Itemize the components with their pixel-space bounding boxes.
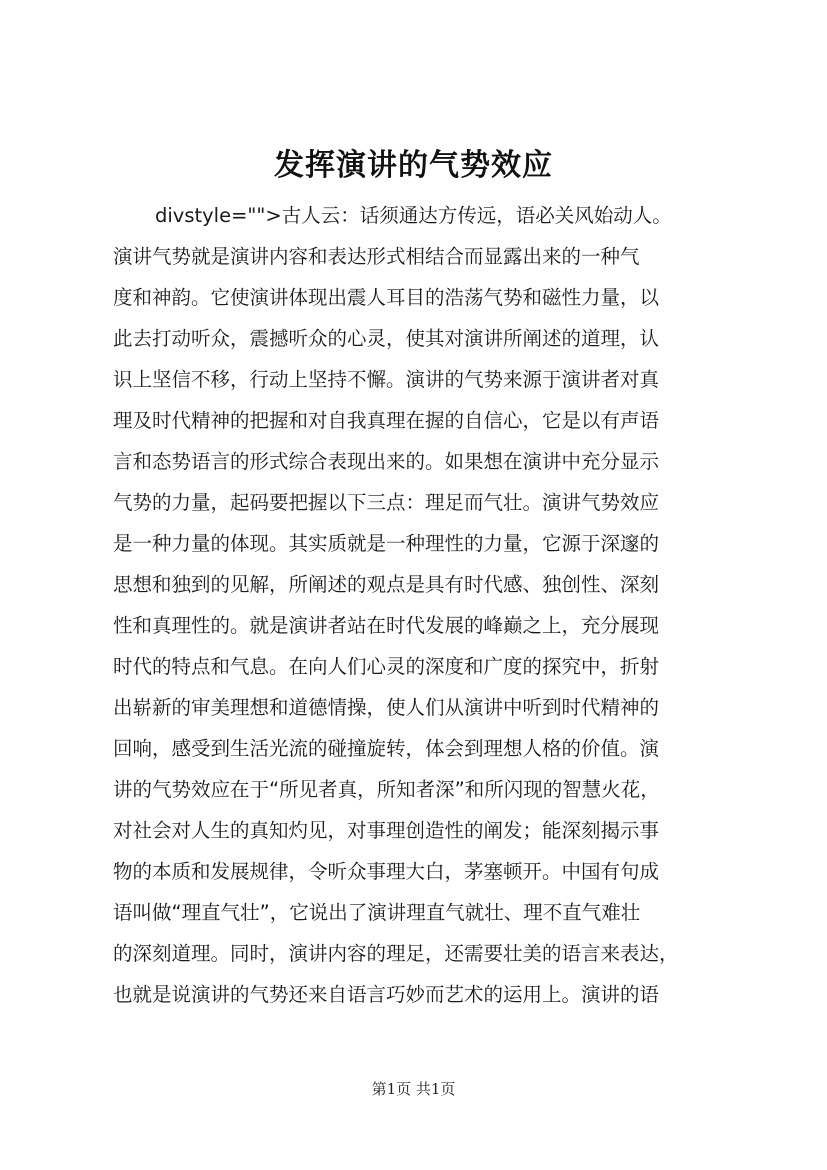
page-footer: 第1页 共1页 (371, 1080, 456, 1098)
body-line: 识上坚信不移，行动上坚持不懈。演讲的气势来源于演讲者对真 (113, 368, 660, 391)
body-line: 的深刻道理。同时，演讲内容的理足，还需要壮美的语言来表达， (113, 942, 679, 965)
document-title: 发挥演讲的气势效应 (274, 148, 553, 183)
body-line: 出崭新的审美理想和道德情操，使人们从演讲中听到时代精神的 (113, 696, 660, 719)
body-line: 物的本质和发展规律，令听众事理大白，茅塞顿开。中国有句成 (113, 860, 660, 883)
body-line: 对社会对人生的真知灼见，对事理创造性的阐发；能深刻揭示事 (113, 819, 660, 842)
body-line: 此去打动听众，震撼听众的心灵，使其对演讲所阐述的道理，认 (113, 327, 660, 350)
body-line: 思想和独到的见解，所阐述的观点是具有时代感、独创性、深刻 (113, 573, 660, 596)
body-line: 性和真理性的。就是演讲者站在时代发展的峰巅之上，充分展现 (113, 614, 660, 637)
document-body (113, 195, 723, 1015)
body-line: 是一种力量的体现。其实质就是一种理性的力量，它源于深邃的 (113, 532, 660, 555)
body-line: 理及时代精神的把握和对自我真理在握的自信心，它是以有声语 (113, 409, 660, 432)
body-line: 时代的特点和气息。在向人们心灵的深度和广度的探究中，折射 (113, 655, 660, 678)
body-line: 回响，感受到生活光流的碰撞旋转，体会到理想人格的价值。演 (113, 737, 660, 760)
body-line: 讲的气势效应在于“所见者真，所知者深”和所闪现的智慧火花， (113, 778, 660, 801)
body-line: 也就是说演讲的气势还来自语言巧妙而艺术的运用上。演讲的语 (113, 983, 660, 1006)
body-line: 演讲气势就是演讲内容和表达形式相结合而显露出来的一种气 (113, 245, 640, 268)
body-line: 度和神韵。它使演讲体现出震人耳目的浩荡气势和磁性力量，以 (113, 286, 660, 309)
body-line: 语叫做“理直气壮”，它说出了演讲理直气就壮、理不直气难壮 (113, 901, 641, 924)
body-line: 气势的力量，起码要把握以下三点：理足而气壮。演讲气势效应 (113, 491, 660, 514)
body-line: divstyle="">古人云：话须通达方传远，语必关风始动人。 (155, 204, 672, 227)
body-line: 言和态势语言的形式综合表现出来的。如果想在演讲中充分显示 (113, 450, 660, 473)
